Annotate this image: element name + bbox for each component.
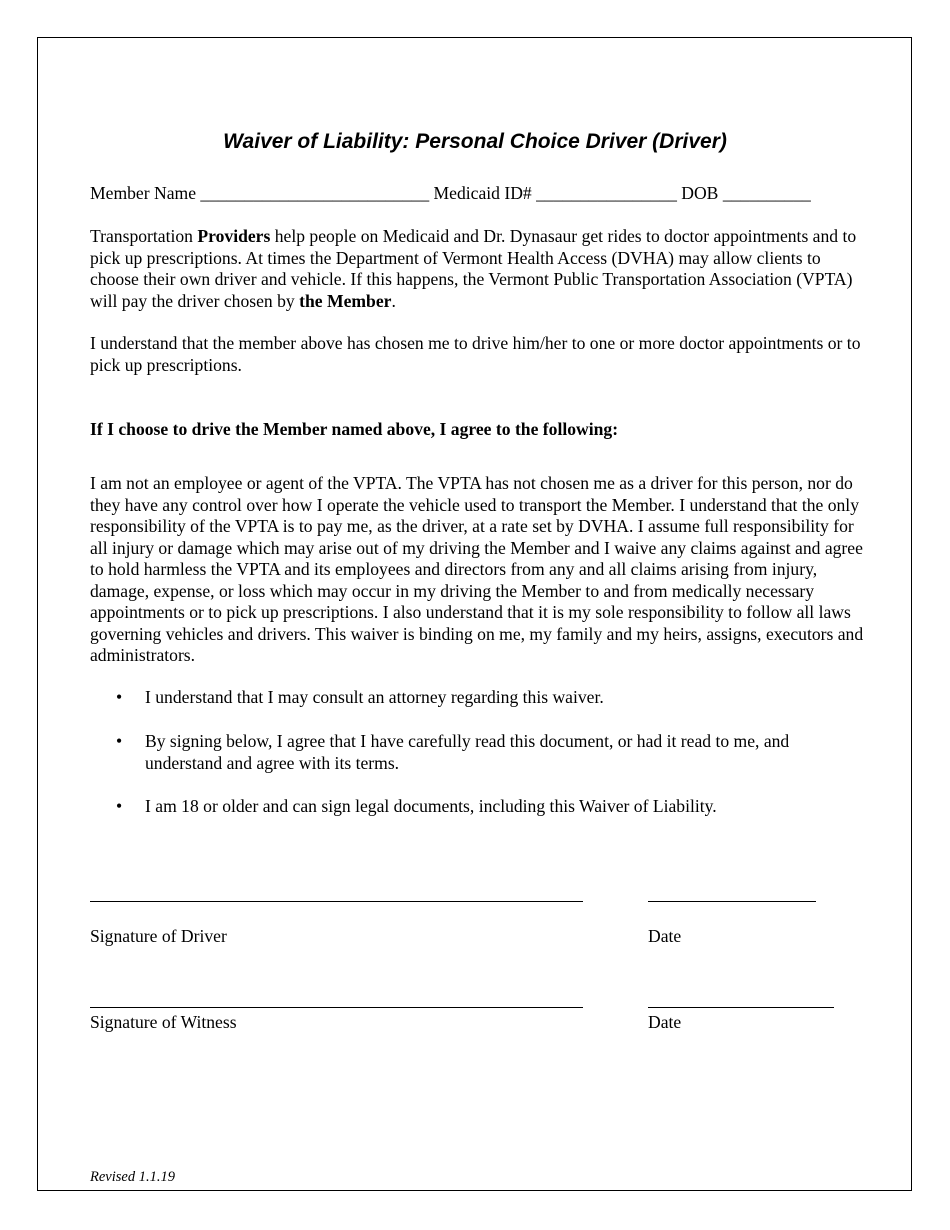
- bullet-icon: •: [116, 731, 123, 751]
- member-info-line: Member Name __________________________ Medicaid ID# ________________ DOB __________: [90, 183, 811, 203]
- intro-paragraph: [90, 226, 865, 312]
- bullet-text: I understand that I may consult an attorney regarding this waiver.: [145, 687, 604, 707]
- driver-date-line[interactable]: [648, 901, 816, 902]
- witness-date-line[interactable]: [648, 1007, 834, 1008]
- intro-text-2: help people on Medicaid and Dr. Dynasaur get rides to doctor appointments and to pick up prescriptions. At times the Department of Vermont Health Access (DVHA) may allow clients to choose their own driver and vehicle. If this happens, the Vermont Public Transportation Association (VPTA) will pay the driver chosen by: [90, 226, 857, 311]
- agreement-heading: If I choose to drive the Member named above, I agree to the following:: [90, 419, 619, 439]
- intro-text-1: Transportation: [90, 226, 198, 246]
- driver-date-label: Date: [648, 926, 682, 946]
- witness-signature-line[interactable]: [90, 1007, 583, 1008]
- revision-note: Revised 1.1.19: [90, 1169, 175, 1185]
- intro-bold-member: the Member: [299, 290, 392, 311]
- list-item: [90, 731, 865, 774]
- waiver-paragraph: I am not an employee or agent of the VPTA. The VPTA has not chosen me as a driver for this person, nor do they have any control over how I operate the vehicle used to transport the Member. I understand that the only responsibility of the VPTA is to pay me, as the driver, at a rate set by DVHA. I assume full responsibility for all injury or damage which may arise out of my driving the Member and I waive any claims against and agree to hold harmless the VPTA and its employees and directors from any and all claims arising from injury, damage, expense, or loss which may occur in my driving the Member to and from medically necessary appointments or to pick up prescriptions. I also understand that it is my sole responsibility to follow all laws governing vehicles and drivers. This waiver is binding on me, my family and my heirs, assigns, executors and administrators.: [90, 473, 864, 665]
- document-title: Waiver of Liability: Personal Choice Driver (Driver): [223, 130, 727, 153]
- witness-signature-label: Signature of Witness: [90, 1012, 237, 1032]
- intro-bold-providers: Providers: [197, 226, 271, 246]
- driver-signature-label: Signature of Driver: [90, 926, 227, 946]
- witness-date-label: Date: [648, 1012, 682, 1032]
- bullet-icon: •: [116, 687, 123, 707]
- driver-signature-line[interactable]: [90, 901, 583, 902]
- bullet-icon: •: [116, 796, 123, 816]
- bullet-text: I am 18 or older and can sign legal documents, including this Waiver of Liability.: [145, 796, 717, 816]
- understanding-paragraph: I understand that the member above has chosen me to drive him/her to one or more doctor appointments or to pick up prescriptions.: [90, 333, 861, 375]
- intro-text-3: .: [391, 290, 396, 311]
- list-item: [90, 687, 865, 709]
- bullet-text: By signing below, I agree that I have carefully read this document, or had it read to me, and understand and agree with its terms.: [145, 731, 790, 773]
- list-item: [90, 796, 865, 818]
